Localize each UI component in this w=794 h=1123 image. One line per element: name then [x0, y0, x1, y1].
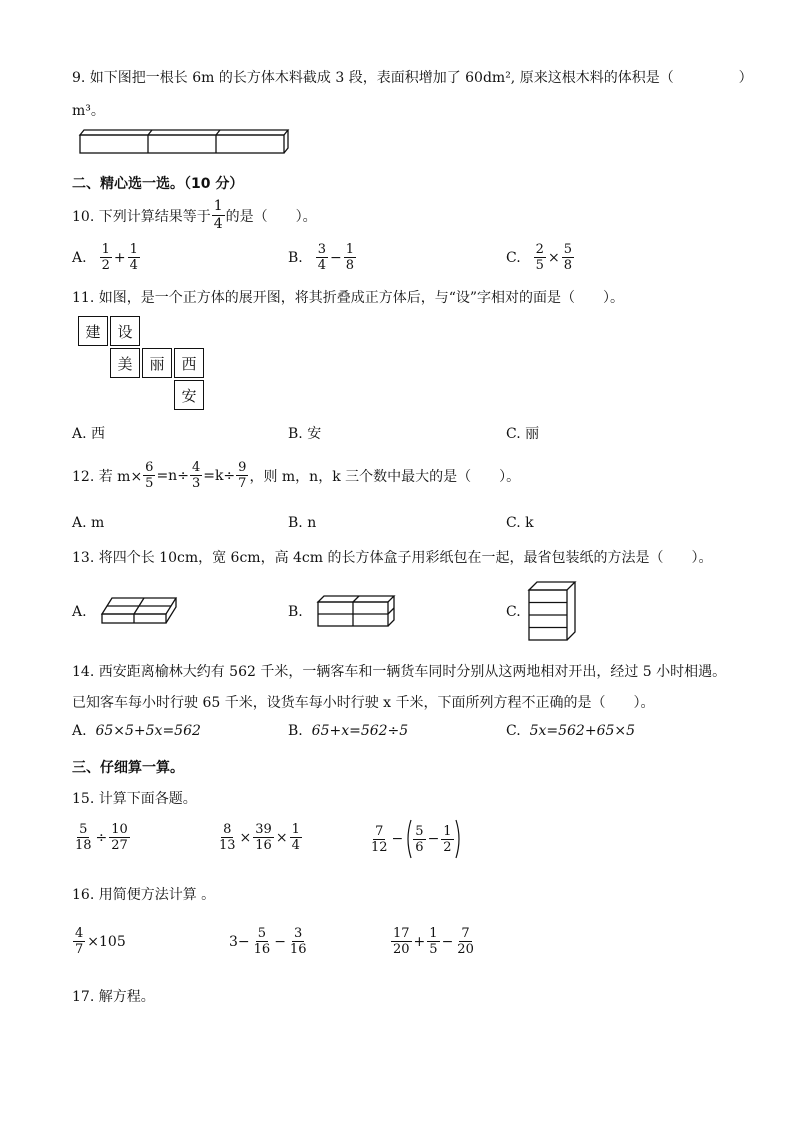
q13-option-a-figure — [96, 594, 178, 630]
q13-option-b-label[interactable]: B. — [288, 604, 303, 620]
denominator: 8 — [563, 258, 572, 273]
fraction — [441, 824, 453, 855]
q12-text: =k÷ — [203, 467, 236, 484]
option-text: 丽 — [525, 426, 540, 442]
denominator: 5 — [429, 942, 438, 957]
q9-line1 — [72, 67, 753, 87]
numerator: 5 — [79, 822, 88, 837]
option-text: 安 — [307, 426, 322, 442]
denominator: 4 — [213, 216, 223, 232]
fraction — [217, 822, 238, 853]
q10-option-b[interactable] — [288, 242, 357, 273]
net-cell: 丽 — [142, 348, 172, 378]
fraction — [427, 926, 439, 957]
option-label: A. — [72, 249, 87, 266]
numerator: 5 — [257, 926, 267, 941]
fraction — [236, 460, 248, 491]
q10-stem-fraction — [212, 198, 225, 233]
q10-stem-end: 的是（ ）。 — [225, 208, 317, 225]
fraction — [73, 926, 85, 957]
q15-expr-3 — [368, 818, 463, 860]
operator: × — [275, 829, 288, 846]
option-label: A. — [72, 515, 87, 531]
numerator: 1 — [429, 926, 438, 941]
operator: × — [239, 829, 252, 846]
denominator: 18 — [75, 838, 92, 853]
operator: − — [274, 933, 286, 950]
numerator: 7 — [375, 823, 384, 839]
q12-option-c[interactable] — [506, 515, 534, 531]
section-2-title: 二、精心选一选。（10 分） — [72, 176, 244, 192]
q13-option-a-label[interactable]: A. — [72, 604, 87, 620]
q12-text: ，则 m，n，k 三个数中最大的是（ ）。 — [249, 468, 521, 485]
denominator: 8 — [345, 258, 355, 273]
numerator: 1 — [101, 242, 110, 257]
option-text: 5x=562+65×5 — [529, 723, 636, 739]
q12-text: 12. 若 m× — [72, 468, 143, 485]
fraction — [391, 926, 412, 957]
denominator: 16 — [253, 942, 271, 957]
denominator: 27 — [111, 838, 128, 853]
operator: − — [330, 249, 342, 266]
q11-cube-net — [78, 316, 208, 412]
numerator: 1 — [443, 823, 452, 839]
option-text: m — [91, 515, 105, 531]
fraction — [73, 822, 94, 853]
q10-option-a[interactable] — [72, 242, 141, 273]
denominator: 12 — [371, 839, 388, 855]
net-cell: 西 — [174, 348, 204, 378]
option-text: n — [307, 515, 317, 531]
fraction — [316, 242, 328, 273]
operator: + — [113, 249, 126, 266]
numerator: 17 — [393, 926, 410, 941]
q13-option-c-figure — [526, 580, 578, 644]
q14-line2: 已知客车每小时行驶 65 千米，设货车每小时行驶 x 千米，下面所列方程不正确的是（ ）。 — [72, 695, 655, 711]
fraction — [288, 926, 309, 957]
numerator: 1 — [291, 822, 300, 837]
q12-text: =n÷ — [156, 467, 189, 484]
denominator: 3 — [191, 476, 201, 491]
denominator: 2 — [443, 839, 452, 855]
net-cell: 安 — [174, 380, 204, 410]
operator: ÷ — [95, 829, 108, 846]
denominator: 16 — [255, 838, 272, 853]
option-text: k — [525, 515, 534, 531]
numerator: 9 — [238, 460, 247, 475]
numerator: 2 — [535, 242, 544, 257]
option-label: B. — [288, 249, 303, 266]
q16-expr-1 — [72, 926, 127, 957]
operator: × — [547, 249, 560, 266]
q11-option-c[interactable] — [506, 423, 539, 443]
option-label: C. — [506, 426, 521, 442]
q9-paren-close: ） — [738, 70, 753, 86]
net-cell: 建 — [78, 316, 108, 346]
option-label: B. — [288, 723, 303, 739]
q9-line2: m³。 — [72, 103, 105, 119]
q9-text: 9. 如下图把一根长 6m 的长方体木料截成 3 段，表面积增加了 60dm², 原来这根木料的体积是（ — [72, 70, 674, 86]
fraction — [252, 926, 273, 957]
section-3-title: 三、仔细算一算。 — [72, 760, 184, 776]
q15-expr-2 — [216, 822, 303, 853]
numerator: 6 — [145, 460, 154, 475]
numerator: 39 — [255, 822, 272, 837]
denominator: 4 — [291, 838, 300, 853]
q14-option-a[interactable] — [72, 723, 201, 739]
denominator: 5 — [145, 476, 154, 491]
numerator: 5 — [415, 823, 424, 839]
q16-expr-2 — [228, 926, 309, 957]
q16-expr-3 — [390, 926, 477, 957]
option-label: A. — [72, 426, 87, 442]
fraction — [128, 242, 140, 273]
fraction — [369, 824, 390, 855]
denominator: 5 — [535, 258, 544, 273]
option-text: 65+x=562÷5 — [311, 723, 409, 739]
fraction — [562, 242, 574, 273]
operator: − — [441, 933, 454, 950]
operator: − — [427, 831, 440, 847]
option-label: A. — [72, 723, 87, 739]
denominator: 13 — [219, 838, 236, 853]
numerator: 3 — [317, 242, 327, 257]
option-label: C. — [506, 723, 521, 739]
q9-wood-figure — [78, 128, 292, 156]
q10-stem-text: 10. 下列计算结果等于 — [72, 208, 211, 225]
fraction — [190, 460, 202, 491]
q13-stem: 13. 将四个长 10cm，宽 6cm，高 4cm 的长方体盒子用彩纸包在一起，最省包装纸的方法是（ ）。 — [72, 550, 713, 566]
q13-option-b-figure — [315, 594, 397, 630]
numerator: 10 — [111, 822, 128, 837]
numerator: 1 — [129, 242, 138, 257]
q13-option-c-label[interactable]: C. — [506, 604, 521, 620]
denominator: 4 — [317, 258, 327, 273]
fraction — [253, 822, 274, 853]
q14-option-c[interactable] — [506, 723, 635, 739]
denominator: 7 — [238, 476, 247, 491]
q17-stem: 17. 解方程。 — [72, 989, 155, 1005]
left-paren — [404, 818, 412, 860]
option-label: C. — [506, 249, 521, 266]
q11-stem: 11. 如图，是一个正方体的展开图，将其折叠成正方体后，与“设”字相对的面是（ ）。 — [72, 290, 625, 306]
numerator: 4 — [191, 460, 201, 475]
numerator: 3 — [294, 926, 303, 941]
q15-stem: 15. 计算下面各题。 — [72, 791, 197, 807]
denominator: 20 — [457, 942, 474, 957]
fraction — [109, 822, 130, 853]
expression-tail: ×105 — [87, 933, 126, 950]
numerator: 7 — [461, 926, 470, 941]
denominator: 20 — [393, 942, 410, 957]
expression-head: 3− — [229, 933, 250, 950]
numerator: 5 — [563, 242, 572, 257]
q15-expr-1 — [72, 822, 131, 853]
q12-option-b[interactable] — [288, 515, 316, 531]
denominator: 2 — [101, 258, 110, 273]
q14-option-b[interactable] — [288, 723, 408, 739]
option-text: 西 — [91, 426, 106, 442]
numerator: 1 — [345, 242, 355, 257]
operator: − — [391, 831, 404, 847]
q10-option-c[interactable] — [506, 242, 575, 273]
right-paren — [455, 818, 463, 860]
q11-option-a[interactable] — [72, 423, 105, 443]
fraction — [143, 460, 155, 491]
fraction — [413, 824, 425, 855]
numerator: 1 — [213, 198, 223, 214]
fraction — [100, 242, 112, 273]
fraction — [290, 822, 302, 853]
net-cell: 美 — [110, 348, 140, 378]
denominator: 4 — [129, 258, 138, 273]
option-label: B. — [288, 426, 303, 442]
fraction — [534, 242, 546, 273]
q10-stem — [72, 198, 317, 233]
denominator: 7 — [75, 942, 84, 957]
q16-stem: 16. 用简便方法计算 。 — [72, 887, 216, 903]
option-label: B. — [288, 515, 303, 531]
q12-option-a[interactable] — [72, 515, 104, 531]
option-text: 65×5+5x=562 — [95, 723, 201, 739]
fraction — [455, 926, 476, 957]
q12-stem — [72, 460, 520, 491]
option-label: C. — [506, 515, 521, 531]
fraction — [344, 242, 356, 273]
denominator: 6 — [415, 839, 424, 855]
operator: + — [413, 933, 426, 950]
numerator: 8 — [223, 822, 232, 837]
numerator: 4 — [75, 926, 84, 941]
denominator: 16 — [289, 942, 307, 957]
net-cell: 设 — [110, 316, 140, 346]
q11-option-b[interactable] — [288, 423, 321, 443]
q14-line1: 14. 西安距离榆林大约有 562 千米，一辆客车和一辆货车同时分别从这两地相对开出，经过 5 小时相遇。 — [72, 664, 727, 680]
